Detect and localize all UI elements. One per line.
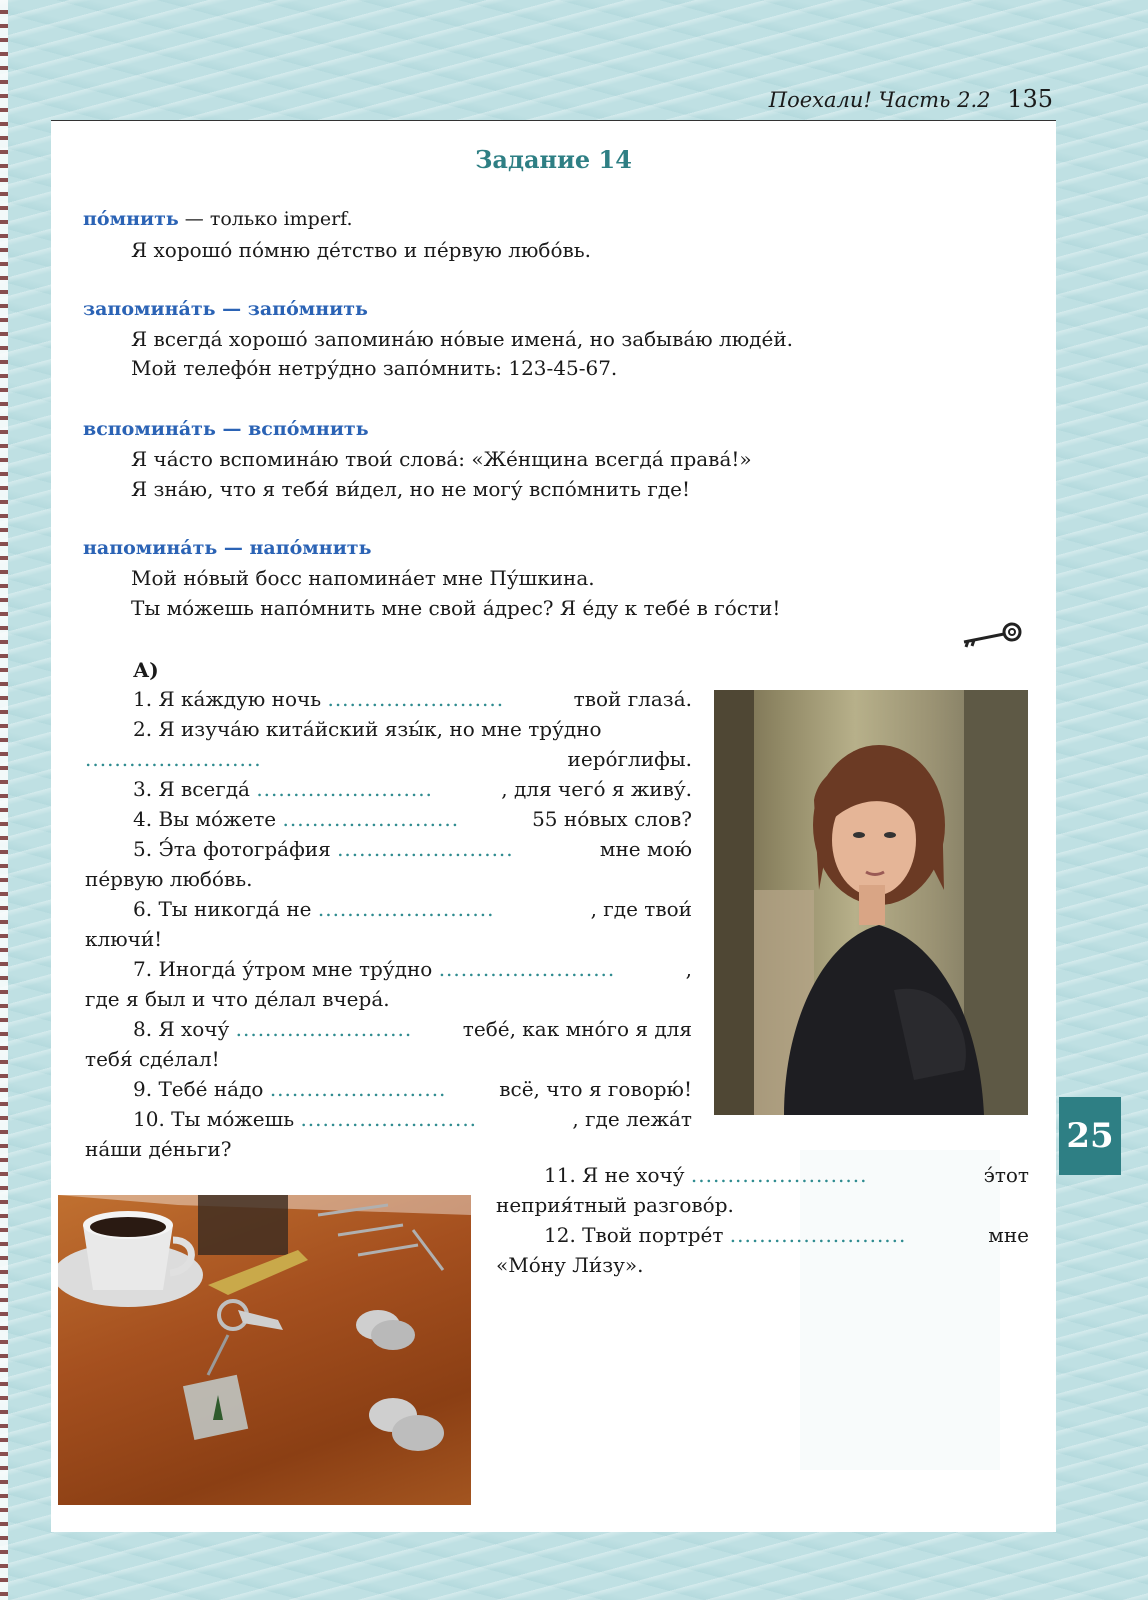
exercise-line-text: 6. Ты никогда́ не [133, 897, 312, 921]
exercise-line-text: 1. Я ка́ждую ночь [133, 687, 322, 711]
exercise-line [85, 1074, 692, 1104]
answer-blank[interactable]: ........................ [690, 1163, 868, 1187]
exercise-line [85, 984, 692, 1014]
exercise-line-with-blank [133, 894, 494, 924]
exercise-line-text: на́ши де́ньги? [85, 1137, 232, 1161]
exercise-line-text: 10. Ты мо́жешь [133, 1107, 295, 1131]
exercise-line [496, 1250, 1029, 1280]
exercise-line-with-blank [133, 1074, 446, 1104]
exercise-list-a [85, 684, 692, 1164]
exercise-line-end: 55 но́вых слов? [532, 807, 692, 831]
vocab-example: Я ча́сто вспомина́ю твои́ слова́: «Же́нщина всегда́ права́!» [131, 447, 752, 471]
vocab-term-label: по́мнить [83, 208, 179, 230]
book-title: Поехали! Часть 2.2 [768, 88, 991, 112]
task-title: Задание 14 [475, 145, 632, 174]
exercise-line-with-blank [133, 1104, 477, 1134]
exercise-line-text: 12. Твой портре́т [544, 1223, 724, 1247]
exercise-section-label: А) [133, 658, 159, 682]
exercise-line [496, 1160, 1029, 1190]
exercise-line-with-blank [133, 834, 514, 864]
section-tab: 25 [1059, 1097, 1121, 1175]
exercise-line [85, 774, 692, 804]
exercise-line-text: 7. Иногда́ у́тром мне тру́дно [133, 957, 433, 981]
vocab-example: Мой но́вый босс напомина́ет мне Пу́шкина. [131, 566, 595, 590]
answer-blank[interactable]: ........................ [327, 687, 505, 711]
exercise-line [85, 1104, 692, 1134]
running-header [769, 85, 1053, 113]
exercise-line [85, 744, 692, 774]
exercise-list-b [496, 1160, 1029, 1280]
exercise-line-text: 3. Я всегда́ [133, 777, 250, 801]
exercise-line [85, 894, 692, 924]
answer-blank[interactable]: ........................ [317, 897, 495, 921]
exercise-line-with-blank [133, 684, 504, 714]
exercise-line-text: 11. Я не хочу́ [544, 1163, 685, 1187]
exercise-line-with-blank [85, 744, 262, 774]
exercise-line-with-blank [133, 954, 615, 984]
exercise-line [85, 954, 692, 984]
exercise-line-with-blank [544, 1220, 906, 1250]
exercise-line [85, 804, 692, 834]
exercise-line-with-blank [133, 804, 459, 834]
answer-blank[interactable]: ........................ [282, 807, 460, 831]
exercise-line [85, 924, 692, 954]
vocab-example: Ты мо́жешь напо́мнить мне свой а́дрес? Я е́ду к тебе́ в го́сти! [131, 596, 781, 620]
exercise-line [85, 684, 692, 714]
header-rule [51, 120, 1056, 121]
vocab-term-vspominat: вспомина́ть — вспо́мнить [83, 418, 369, 440]
exercise-line [85, 834, 692, 864]
vocab-note: — только imperf. [178, 208, 353, 230]
exercise-line-text: где я был и что де́лал вчера́. [85, 987, 390, 1011]
answer-blank[interactable]: ........................ [438, 957, 616, 981]
answer-blank[interactable]: ........................ [85, 747, 262, 771]
answer-blank[interactable]: ........................ [300, 1107, 478, 1131]
exercise-line [496, 1220, 1029, 1250]
exercise-line [85, 864, 692, 894]
exercise-line-text: «Мо́ну Ли́зу». [496, 1253, 644, 1277]
exercise-line [496, 1190, 1029, 1220]
answer-blank[interactable]: ........................ [235, 1017, 413, 1041]
desk-photo [58, 1195, 471, 1505]
exercise-line-end: тебе́, как мно́го я для [462, 1017, 692, 1041]
vocab-term-zapominat: запомина́ть — запо́мнить [83, 298, 368, 320]
vocab-example: Я зна́ю, что я тебя́ ви́дел, но не могу́ вспо́мнить где! [131, 477, 691, 501]
exercise-line [85, 1044, 692, 1074]
woman-photo [714, 690, 1028, 1115]
answer-blank[interactable]: ........................ [269, 1077, 447, 1101]
vocab-term-pomnit [83, 208, 353, 230]
exercise-line-with-blank [133, 774, 433, 804]
answer-blank[interactable]: ........................ [729, 1223, 907, 1247]
exercise-line [85, 1014, 692, 1044]
exercise-line-end: твой глаза́. [573, 687, 692, 711]
answer-blank[interactable]: ........................ [256, 777, 433, 801]
vocab-example: Я хорошо́ по́мню де́тство и пе́рвую любо́вь. [131, 238, 591, 262]
exercise-line-text: 5. Э́та фотогра́фия [133, 837, 331, 861]
exercise-line-text: ключи́! [85, 927, 163, 951]
exercise-line-end: мне [988, 1223, 1029, 1247]
exercise-line-end: , где лежа́т [572, 1107, 692, 1131]
vocab-example: Я всегда́ хорошо́ запомина́ю но́вые имена́, но забыва́ю люде́й. [131, 327, 794, 351]
vocab-term-napominat: напомина́ть — напо́мнить [83, 537, 372, 559]
exercise-line-end: всё, что я говорю́! [499, 1077, 692, 1101]
exercise-line-text: 4. Вы мо́жете [133, 807, 277, 831]
exercise-line-end: , где твои́ [590, 897, 692, 921]
answer-blank[interactable]: ........................ [337, 837, 514, 861]
exercise-line-text: пе́рвую любо́вь. [85, 867, 253, 891]
exercise-line-end: мне мою́ [599, 837, 692, 861]
vocab-example: Мой телефо́н нетру́дно запо́мнить: 123-45-67. [131, 356, 618, 380]
exercise-line-text: 8. Я хочу́ [133, 1017, 230, 1041]
page-number: 135 [1007, 85, 1053, 113]
exercise-line-text: 2. Я изуча́ю кита́йский язы́к, но мне тру́дно [133, 717, 602, 741]
page-perforation [0, 0, 8, 1600]
exercise-line-end: , для чего́ я живу́. [501, 777, 692, 801]
exercise-line-end: , [685, 957, 692, 981]
exercise-line-with-blank [133, 1014, 412, 1044]
exercise-line-end: иеро́глифы. [567, 747, 692, 771]
exercise-line-end: э́тот [983, 1163, 1029, 1187]
exercise-line [85, 714, 692, 744]
exercise-line-text: тебя́ сде́лал! [85, 1047, 220, 1071]
key-icon [960, 620, 1024, 652]
exercise-line-text: 9. Тебе́ на́до [133, 1077, 264, 1101]
exercise-line-with-blank [544, 1160, 867, 1190]
exercise-line-text: неприя́тный разгово́р. [496, 1193, 734, 1217]
